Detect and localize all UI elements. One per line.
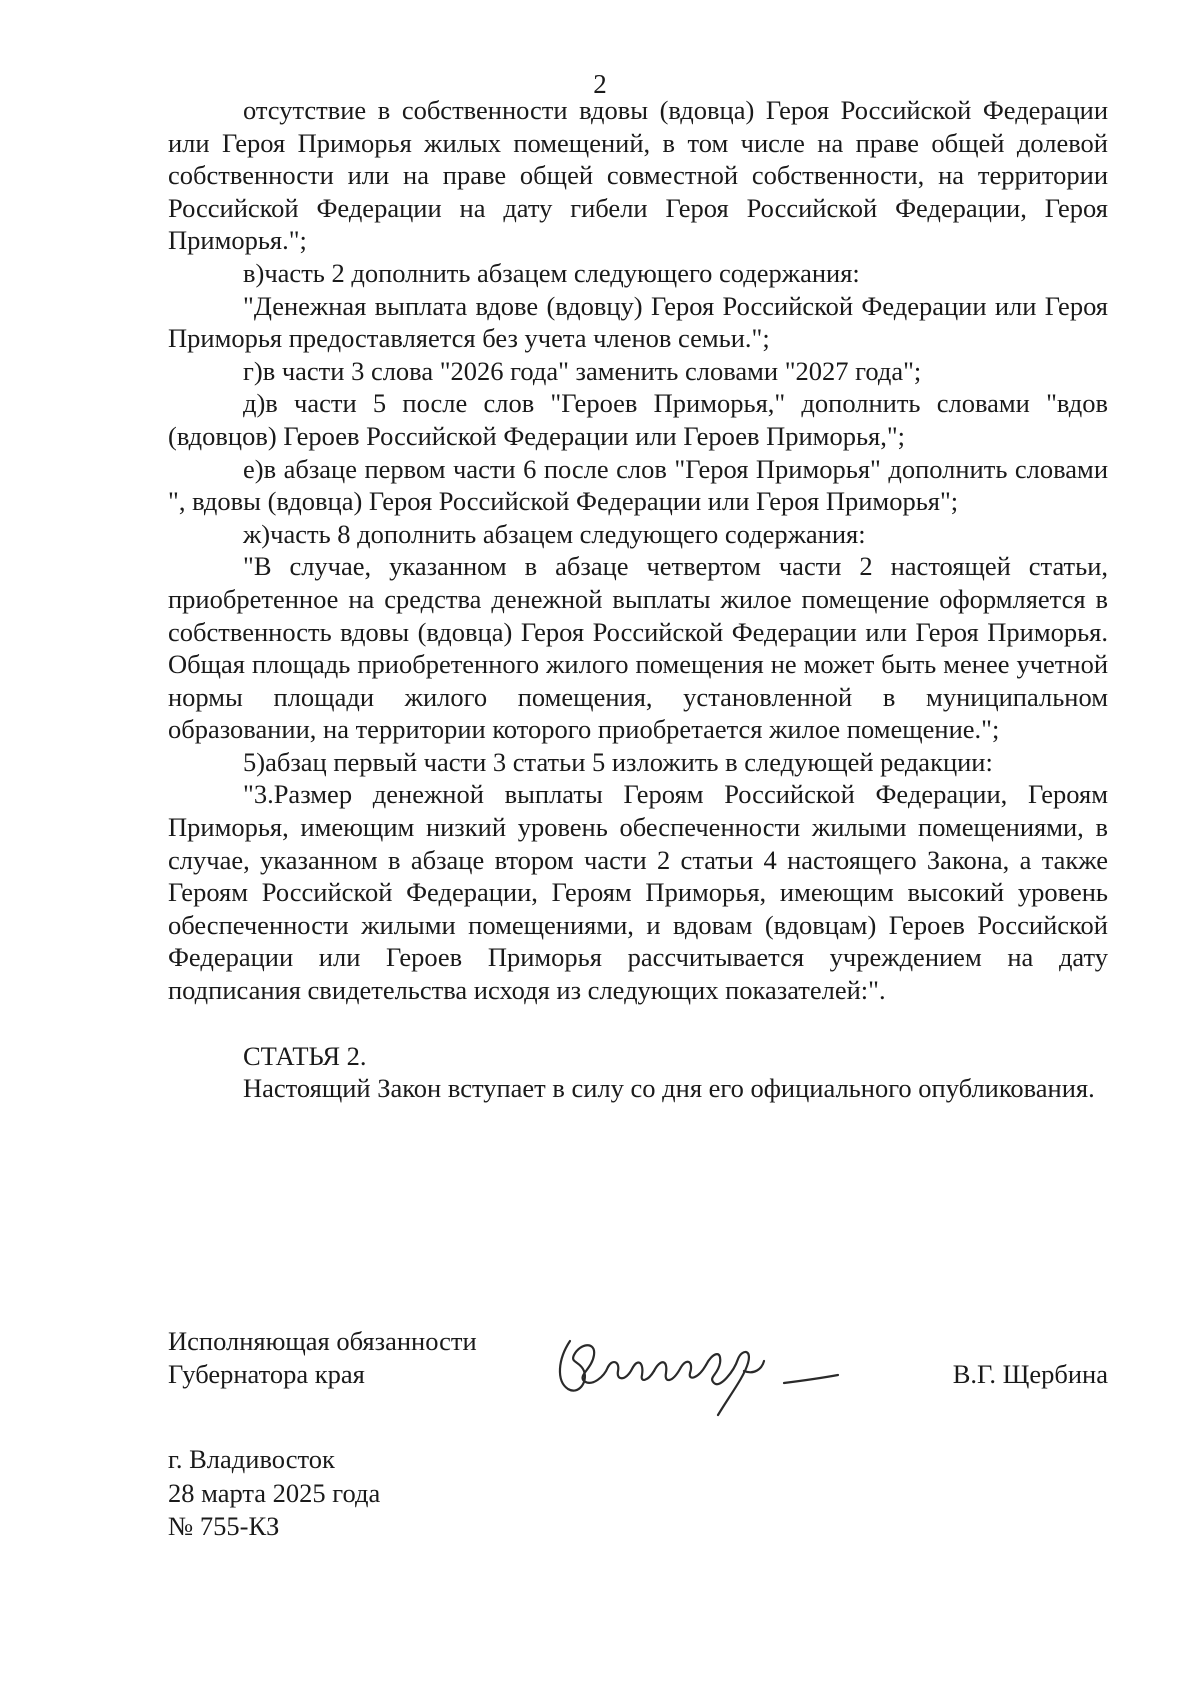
city: г. Владивосток: [168, 1444, 335, 1474]
paragraph-amendment-5: 5)абзац первый части 3 статьи 5 изложить в следующей редакции:: [243, 746, 993, 777]
position-line-2: Губернатора края: [168, 1359, 365, 1389]
paragraph-amendment-g: г)в части 3 слова "2026 года" заменить словами "2027 года";: [243, 355, 922, 386]
article-2-text: Настоящий Закон вступает в силу со дня его официального опубликования.: [243, 1073, 1095, 1104]
handwritten-signature: [548, 1319, 848, 1429]
paragraph-amendment-e: е)в абзаце первом части 6 после слов "Героя Приморья" дополнить словами ", вдовы (вдовца) Героя Российской Федерации или Героя Приморья";: [168, 453, 1108, 517]
paragraph-continuation: отсутствие в собственности вдовы (вдовца) Героя Российской Федерации или Героя Приморья жилых помещений, в том числе на праве общей долевой собственности или на праве общей совместной собственности, на территории Российской Федерации на дату гибели Героя Российской Федерации, Героя Приморья.";: [168, 95, 1108, 256]
paragraph-amendment-d: д)в части 5 после слов "Героев Приморья," дополнить словами "вдов (вдовцов) Героев Российской Федерации или Героев Приморья,";: [168, 388, 1108, 451]
paragraph-amendment-zh: ж)часть 8 дополнить абзацем следующего содержания:: [243, 518, 866, 549]
page-number: 2: [593, 69, 607, 99]
law-number: № 755-КЗ: [168, 1511, 280, 1541]
signatory-position: [168, 1325, 477, 1391]
paragraph-quote-payment: "Денежная выплата вдове (вдовцу) Героя Российской Федерации или Героя Приморья предоставляется без учета членов семьи.";: [168, 290, 1108, 354]
document-body: [168, 94, 1108, 1105]
place-date-number: [168, 1443, 380, 1544]
position-line-1: Исполняющая обязанности: [168, 1326, 477, 1356]
paragraph-quote-housing: "В случае, указанном в абзаце четвертом части 2 настоящей статьи, приобретенное на средства денежной выплаты жилое помещение оформляется в собственность вдовы (вдовца) Героя Российской Федерации или Героя Приморья. Общая площадь приобретенного жилого помещения не может быть менее учетной нормы площади жилого помещения, установленной в муниципальном образовании, на территории которого приобретается жилое помещение.";: [168, 551, 1108, 745]
paragraph-quote-size: "3.Размер денежной выплаты Героям Российской Федерации, Героям Приморья, имеющим низкий уровень обеспеченности жилыми помещениями, в случае, указанном в абзаце втором части 2 статьи 4 настоящего Закона, а также Героям Российской Федерации, Героям Приморья, имеющим высокий уровень обеспеченности жилыми помещениями, и вдовам (вдовцам) Героев Российской Федерации или Героев Приморья рассчитывается учреждением на дату подписания свидетельства исходя из следующих показателей:".: [168, 779, 1108, 1006]
article-2-heading: СТАТЬЯ 2.: [243, 1040, 367, 1071]
date: 28 марта 2025 года: [168, 1477, 381, 1508]
signature-block: [168, 1325, 1108, 1435]
signatory-name: В.Г. Щербина: [952, 1359, 1108, 1389]
paragraph-amendment-v: в)часть 2 дополнить абзацем следующего содержания:: [243, 257, 860, 288]
